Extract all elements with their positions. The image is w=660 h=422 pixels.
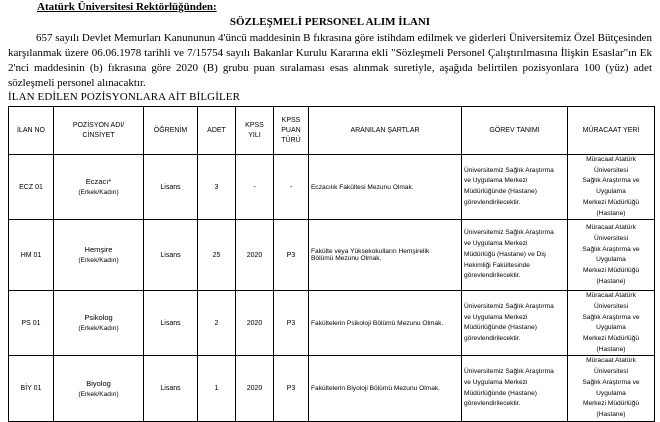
cell-position: Biyolog (Erkek/Kadın): [54, 356, 144, 421]
cell-position: Hemşire (Erkek/Kadın): [54, 220, 144, 291]
cell-muracaat: Müracaat Atatürk Üniversitesi Sağlık Araştırma ve Uygulama Merkezi Müdürlüğü (Hastane): [568, 155, 655, 220]
header-pozisyon: POZİSYON ADI/ CİNSİYET: [54, 107, 144, 155]
cell-ilan-no: HM 01: [9, 220, 54, 291]
header-kpss-yili: KPSS YILI: [236, 107, 274, 155]
cell-position: Psikolog (Erkek/Kadın): [54, 291, 144, 356]
cell-adet: 25: [198, 220, 236, 291]
cell-sartlar: Fakültelerin Psikoloji Bölümü Mezunu Olmak.: [309, 291, 462, 356]
cell-sartlar: Fakültelerin Biyoloji Bölümü Mezunu Olmak.: [309, 356, 462, 421]
cell-adet: 2: [198, 291, 236, 356]
cell-puan-turu: -: [274, 155, 309, 220]
announcement-title: SÖZLEŞMELİ PERSONEL ALIM İLANI: [229, 16, 431, 28]
cell-gorev: Üniversitemiz Sağlık Araştırma ve Uygulama Merkezi Müdürlüğü (Hastane) ve Diş Hekimliği Fakültesinde görevlendirilecektir.: [462, 220, 568, 291]
cell-kpss-yili: 2020: [236, 220, 274, 291]
cell-muracaat: Müracaat Atatürk Üniversitesi Sağlık Araştırma ve Uygulama Merkezi Müdürlüğü (Hastane): [568, 220, 655, 291]
cell-sartlar: Fakülte veya Yüksekokulların Hemşirelik Bölümü Mezunu Olmak.: [309, 220, 462, 291]
header-ogrenim: ÖĞRENİM: [144, 107, 198, 155]
table-header-row: [9, 107, 655, 155]
cell-ogrenim: Lisans: [144, 356, 198, 421]
cell-ogrenim: Lisans: [144, 155, 198, 220]
header-sartlar: ARANILAN ŞARTLAR: [309, 107, 462, 155]
cell-ogrenim: Lisans: [144, 291, 198, 356]
cell-muracaat: Müracaat Atatürk Üniversitesi Sağlık Araştırma ve Uygulama Merkezi Müdürlüğü (Hastane): [568, 356, 655, 421]
positions-table: [8, 106, 655, 422]
cell-kpss-yili: -: [236, 155, 274, 220]
header-adet: ADET: [198, 107, 236, 155]
table-row: [9, 155, 655, 220]
intro-paragraph: 657 sayılı Devlet Memurları Kanununun 4'üncü maddesinin B fıkrasına göre istihdam edilmek ve giderleri Üniversitemiz Özel Bütçesinden karşılanmak üzere 06.06.1978 tarihli ve 7/15754 sayılı Bakanlar Kurulu Kararına ekli "Sözleşmeli Personel Çalıştırılmasına İlişkin Esaslar"ın Ek 2'nci maddesinin (b) fıkrasına göre 2020 (B) grubu puan sıralaması esas alınmak suretiyle, aşağıda belirtilen pozisyonlara 100 (yüz) adet sözleşmeli personel alınacaktır.: [8, 32, 652, 89]
cell-gorev: Üniversitemiz Sağlık Araştırma ve Uygulama Merkezi Müdürlüğünde (Hastane) görevlendirilecektir.: [462, 356, 568, 421]
cell-puan-turu: P3: [274, 220, 309, 291]
header-puan-turu: KPSS PUAN TÜRÜ: [274, 107, 309, 155]
cell-sartlar: Eczacılık Fakültesi Mezunu Olmak.: [309, 155, 462, 220]
cell-kpss-yili: 2020: [236, 291, 274, 356]
cell-ilan-no: PS 01: [9, 291, 54, 356]
table-row: [9, 220, 655, 291]
table-row: [9, 291, 655, 356]
cell-ogrenim: Lisans: [144, 220, 198, 291]
positions-subheading: İLAN EDİLEN POZİSYONLARA AİT BİLGİLER: [8, 91, 241, 103]
table-row: [9, 356, 655, 421]
header-ilan-no: İLAN NO: [9, 107, 54, 155]
header-muracaat: MÜRACAAT YERİ: [568, 107, 655, 155]
cell-gorev: Üniversitemiz Sağlık Araştırma ve Uygulama Merkezi Müdürlüğünde (Hastane) görevlendirilecektir.: [462, 155, 568, 220]
cell-muracaat: Müracaat Atatürk Üniversitesi Sağlık Araştırma ve Uygulama Merkezi Müdürlüğü (Hastane): [568, 291, 655, 356]
cell-ilan-no: BİY 01: [9, 356, 54, 421]
cell-adet: 1: [198, 356, 236, 421]
cell-position: Eczacı* (Erkek/Kadın): [54, 155, 144, 220]
cell-gorev: Üniversitemiz Sağlık Araştırma ve Uygulama Merkezi Müdürlüğünde (Hastane) görevlendirilecektir.: [462, 291, 568, 356]
cell-puan-turu: P3: [274, 291, 309, 356]
cell-ilan-no: ECZ 01: [9, 155, 54, 220]
cell-puan-turu: P3: [274, 356, 309, 421]
cell-adet: 3: [198, 155, 236, 220]
issuing-authority: Atatürk Üniversitesi Rektörlüğünden:: [37, 1, 217, 13]
header-gorev: GÖREV TANIMI: [462, 107, 568, 155]
cell-kpss-yili: 2020: [236, 356, 274, 421]
